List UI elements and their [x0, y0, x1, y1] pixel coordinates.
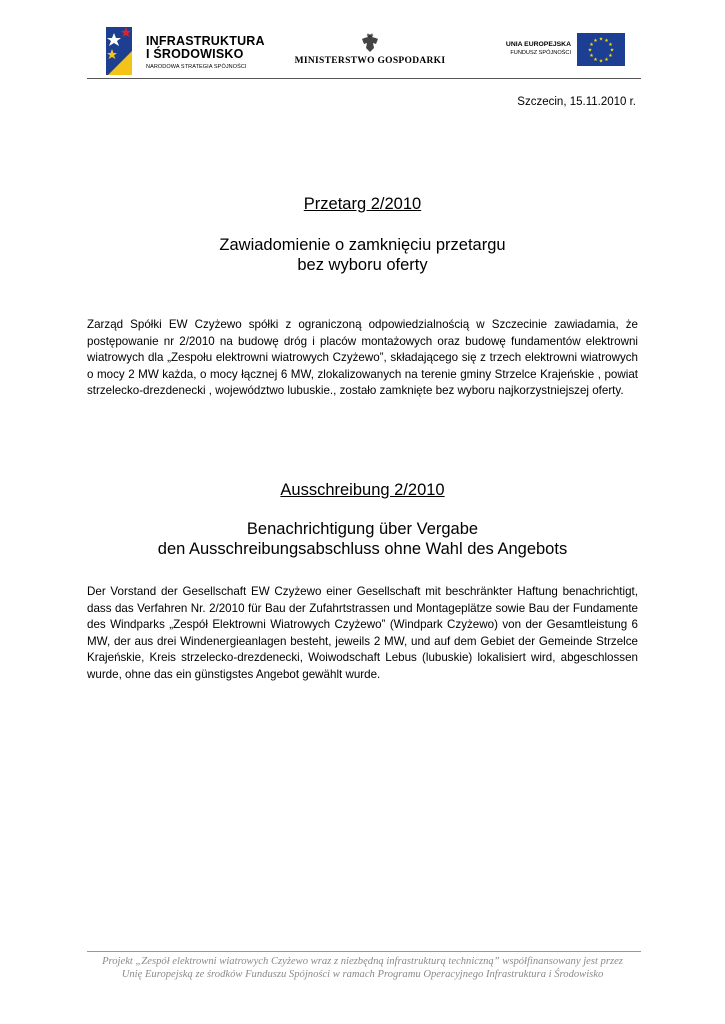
footer-line1: Projekt „Zespół elektrowni wiatrowych Czyżewo wraz z niezbędną infrastrukturą techniczną” współfinansowany jest przez [102, 956, 623, 967]
infrastruktura-logo-icon [106, 25, 142, 77]
svg-text:★: ★ [604, 38, 609, 44]
ministerstwo-gospodarki-logo [290, 33, 450, 73]
document-date: Szczecin, 15.11.2010 r. [517, 96, 636, 108]
german-title: Ausschreibung 2/2010 [280, 481, 445, 499]
german-body: Der Vorstand der Gesellschaft EW Czyżewo einer Gesellschaft mit beschränkter Haftung benachrichtigt, dass das Verfahren Nr. 2/2010 für Bau der Zufahrtstrassen und Montageplätze sowie Bau der Fundamente des Windparks „Zespół Elektrowni Wiatrowych Czyżewo” (Windpark Czyżewo) von der Gesamtleistung 6 MW, der aus drei Windenergieanlagen besteht, jeweils 2 MW, und auf dem Gebiet der Gemeinde Strzelce Krajeńskie, Kreis strzelecko-drezdenecki, Woiwodschaft Lebus (lubuskie) lokalisiert wird, abgeschlossen wurde, ohne das ein günstigstes Angebot gewählt wurde. [87, 585, 638, 681]
svg-text:★: ★ [589, 42, 594, 48]
logo-right-line2: FUNDUSZ SPÓJNOŚCI [510, 50, 571, 56]
polish-subtitle-line2: bez wyboru oferty [297, 256, 428, 274]
footer-line2: Unię Europejską ze środków Funduszu Spójności w ramach Programu Operacyjnego Infrastruktura i Środowisko [121, 969, 604, 980]
polish-subtitle-line1: Zawiadomienie o zamknięciu przetargu [219, 236, 506, 254]
svg-text:★: ★ [593, 57, 598, 63]
logo-left-line2: I ŚRODOWISKO [146, 47, 244, 61]
eagle-emblem-icon [361, 33, 379, 53]
logo-center-text: MINISTERSTWO GOSPODARKI [294, 56, 446, 66]
svg-text:★: ★ [598, 58, 604, 65]
infrastruktura-srodowisko-logo [106, 25, 266, 77]
eu-stars-icon [577, 33, 625, 66]
unia-europejska-logo [500, 33, 626, 69]
german-subtitle-line1: Benachrichtigung über Vergabe [246, 520, 479, 538]
polish-body: Zarząd Spółki EW Czyżewo spółki z ograniczoną odpowiedzialnością w Szczecinie zawiadamia, że postępowanie nr 2/2010 na budowę dróg i placów montażowych oraz budowę fundamentów elektrowni wiatrowych dla „Zespołu elektrowni wiatrowych Czyżewo”, składającego się z trzech elektrowni wiatrowych o mocy 2 MW każda, o mocy łącznej 6 MW, zlokalizowanych na terenie gminy Strzelce Krajeńskie , powiat strzelecko-drezdenecki , województwo lubuskie., zostało zamknięte bez wyboru najkorzystniejszej oferty. [87, 318, 638, 398]
svg-text:★: ★ [598, 36, 604, 43]
eu-flag-icon [577, 33, 625, 66]
german-subtitle-line2: den Ausschreibungsabschluss ohne Wahl des Angebots [157, 540, 568, 558]
logo-left-line1: INFRASTRUKTURA [146, 34, 265, 48]
svg-text:★: ★ [589, 53, 594, 59]
logo-left-line3: NARODOWA STRATEGIA SPÓJNOŚCI [146, 64, 247, 70]
header-divider [87, 78, 641, 79]
footer-divider [87, 951, 641, 952]
svg-text:★: ★ [609, 47, 615, 54]
logo-right-line1: UNIA EUROPEJSKA [505, 41, 571, 48]
footer-note [70, 955, 655, 981]
svg-text:★: ★ [608, 53, 613, 59]
svg-text:★: ★ [604, 57, 609, 63]
svg-text:★: ★ [608, 42, 613, 48]
svg-text:★: ★ [593, 38, 598, 44]
polish-title: Przetarg 2/2010 [303, 195, 422, 213]
svg-text:★: ★ [587, 47, 593, 54]
